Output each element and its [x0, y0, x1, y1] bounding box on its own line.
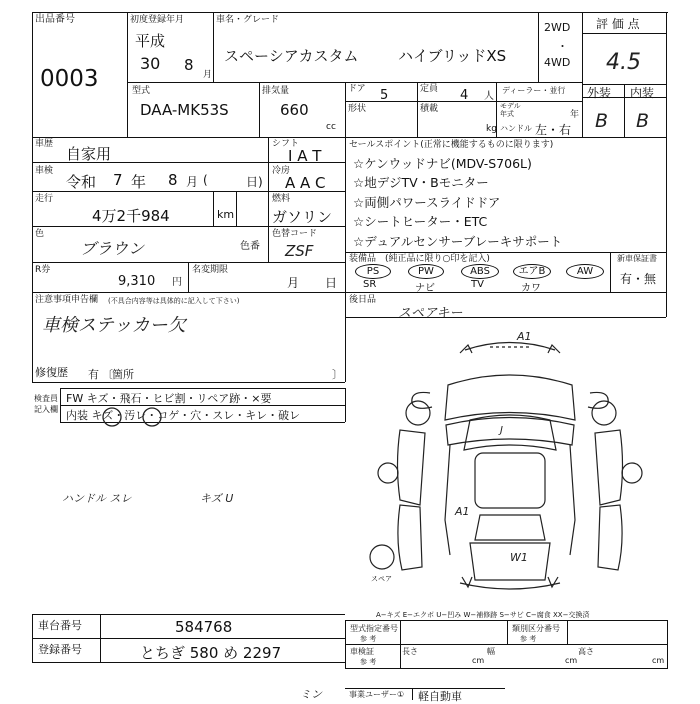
- name-change-month: 月: [287, 276, 300, 290]
- exterior-grade: B: [595, 110, 609, 132]
- check-label: 検査員記入欄: [34, 394, 58, 414]
- inspection-month: 8: [168, 171, 178, 189]
- registration-label: 登録番号: [38, 643, 82, 656]
- mileage-value: 4万2千984: [92, 207, 170, 225]
- class-no-ref: 参 考: [520, 635, 537, 643]
- displacement-unit: cc: [326, 122, 336, 132]
- inspection-month-unit: 月: [186, 175, 199, 189]
- shape-label: 形状: [348, 104, 367, 114]
- damage-mark: A1: [517, 330, 532, 343]
- color-code-label: 色替コード: [272, 229, 318, 239]
- damage-mark: J: [500, 425, 503, 436]
- check-row-interior: 内装 キズ・汚レ・コゲ・穴・スレ・キレ・破レ: [66, 409, 301, 422]
- equipment-ps: PS: [355, 264, 391, 279]
- dims-height: 高さ: [578, 647, 594, 656]
- mileage-unit: km: [217, 208, 235, 221]
- equipment-note: (純正品に限り○印を記入): [385, 254, 490, 264]
- car-grade: ハイブリッドXS: [398, 47, 507, 65]
- lot-label: 出品番号: [35, 14, 75, 25]
- inspection-day-open: (: [203, 173, 208, 187]
- car-name-label: 車名・グレード: [216, 15, 280, 25]
- score-value: 4.5: [606, 50, 641, 75]
- inspection-era: 令和: [66, 173, 97, 191]
- score-label: 評 価 点: [596, 17, 640, 31]
- color-code-value: ZSF: [285, 242, 314, 260]
- selling-point-item: ☆ケンウッドナビ(MDV-S706L): [353, 156, 532, 171]
- equipment-airbag: エアB: [513, 264, 551, 279]
- equipment-leather: カワ: [521, 283, 541, 294]
- notes-label: 注意事項申告欄: [35, 295, 99, 305]
- exterior-label: 外装: [587, 86, 612, 100]
- inspection-year: 7: [113, 171, 123, 189]
- inspection-day-close: 日): [246, 175, 263, 189]
- color-value: ブラウン: [80, 239, 145, 258]
- load-label: 積載: [420, 104, 439, 114]
- color-label: 色: [35, 229, 45, 239]
- inspector-sign: ミン: [300, 688, 322, 701]
- lot-number: 0003: [40, 66, 99, 92]
- recycle-value: 9,310: [118, 274, 156, 289]
- new-warranty-value: 有・無: [620, 272, 657, 286]
- equipment-navi: ナビ: [415, 283, 435, 294]
- aircon-value: A A C: [285, 174, 326, 192]
- type-no-ref: 参 考: [360, 635, 377, 643]
- recycle-unit: 円: [172, 277, 182, 288]
- first-reg-month: 8: [184, 56, 194, 74]
- check-circle-marks: [95, 404, 175, 430]
- dims-width: 幅: [487, 647, 495, 656]
- equipment-label: 装備品: [349, 254, 377, 264]
- capacity-value: 4: [460, 88, 469, 103]
- drive-dot: ・: [557, 40, 568, 53]
- inspection-year-unit: 年: [131, 173, 147, 191]
- selling-point-item: ☆デュアルセンサーブレーキサポート: [353, 234, 563, 249]
- model-year-label: モデル年式: [500, 102, 521, 118]
- equipment-aw: AW: [566, 264, 604, 279]
- class-no-label: 類別区分番号: [512, 624, 560, 633]
- dims-width-unit: cm: [565, 656, 578, 665]
- equipment-pw: PW: [408, 264, 444, 279]
- equipment-tv: TV: [471, 279, 484, 290]
- displacement-value: 660: [280, 101, 309, 119]
- shift-label: シフト: [272, 139, 300, 149]
- notes-note: (不具合内容等は具体的に記入して下さい): [108, 297, 240, 305]
- spare-label: スペア: [371, 575, 392, 583]
- fuel-label: 燃料: [272, 194, 291, 204]
- model-label: 型式: [132, 86, 151, 96]
- name-change-day: 日: [325, 276, 338, 290]
- handle-label: ハンドル: [500, 124, 532, 133]
- repair-bracket: 〔: [102, 368, 113, 381]
- handle-value: 左・右: [535, 123, 572, 137]
- dims-ref: 参 考: [360, 658, 377, 666]
- history-value: 自家用: [66, 145, 112, 163]
- type-no-label: 型式指定番号: [350, 624, 398, 633]
- remark-left: ハンドル スレ: [62, 492, 132, 505]
- first-reg-year: 30: [140, 54, 161, 73]
- model-value: DAA-MK53S: [140, 101, 229, 119]
- capacity-label: 定員: [420, 84, 439, 94]
- name-change-label: 名変期限: [192, 265, 229, 275]
- repair-label: 修復歴: [35, 366, 68, 379]
- equipment-abs: ABS: [461, 264, 499, 279]
- selling-point-item: ☆シートヒーター・ETC: [353, 214, 488, 229]
- repair-bracket-close: 〕: [332, 368, 343, 381]
- first-reg-month-unit: 月: [203, 70, 213, 80]
- fuel-value: ガソリン: [272, 208, 333, 226]
- doors-label: ドア: [348, 84, 366, 94]
- shift-value: I A T: [288, 147, 322, 165]
- damage-mark: W1: [510, 551, 528, 564]
- year-unit: 年: [570, 110, 580, 120]
- after-items-handwritten: スペアキー: [398, 306, 463, 321]
- inspection-label: 車検: [35, 166, 54, 176]
- capacity-unit: 人: [484, 91, 494, 102]
- interior-grade: B: [636, 110, 650, 132]
- dims-label: 車検証: [350, 647, 374, 656]
- mileage-label: 走行: [35, 194, 54, 204]
- first-reg-label: 初度登録年月: [130, 15, 185, 25]
- bottom-corner-value: 軽自動車: [418, 690, 462, 703]
- new-warranty-label: 新車保証書: [617, 254, 657, 263]
- equipment-sr: SR: [363, 279, 377, 290]
- selling-points-label: セールスポイント(正常に機能するものに限ります): [349, 140, 554, 150]
- chassis-value: 584768: [175, 618, 233, 636]
- car-name: スペーシアカスタム: [224, 47, 359, 65]
- color-no-label: 色番: [240, 241, 260, 252]
- check-row-exterior: FW キズ・飛石・ヒビ割・リペア跡・×要: [66, 392, 272, 405]
- bottom-corner-label: 事業ユーザー①: [349, 690, 405, 699]
- drive-4wd: 4WD: [544, 56, 571, 69]
- remark-right: キズ U: [200, 492, 234, 505]
- dealer-label: ディーラー・並行: [502, 86, 566, 95]
- aircon-label: 冷房: [272, 166, 291, 176]
- dims-length-unit: cm: [472, 656, 485, 665]
- first-reg-era: 平成: [135, 32, 166, 50]
- dims-length: 長さ: [402, 647, 418, 656]
- drive-2wd: 2WD: [544, 21, 571, 34]
- damage-legend: A−キズ E−エクボ U−凹み W−補修跡 S−サビ C−腐食 XX−交換済: [376, 611, 590, 619]
- registration-value: とちぎ 580 め 2297: [140, 644, 282, 662]
- notes-handwritten: 車検ステッカー欠: [42, 315, 186, 336]
- dims-height-unit: cm: [652, 656, 665, 665]
- selling-point-item: ☆両側パワースライドドア: [353, 195, 501, 210]
- repair-unit: 箇所: [112, 368, 134, 381]
- selling-point-item: ☆地デジTV・Bモニター: [353, 175, 489, 190]
- chassis-label: 車台番号: [38, 619, 82, 632]
- repair-value: 有: [88, 368, 99, 381]
- load-unit: kg: [486, 124, 497, 134]
- doors-value: 5: [380, 88, 389, 103]
- after-items-label: 後日品: [349, 295, 377, 305]
- damage-mark: A1: [455, 505, 470, 518]
- interior-label: 内装: [630, 86, 655, 100]
- history-label: 車歴: [35, 139, 54, 149]
- recycle-label: R券: [35, 265, 51, 275]
- displacement-label: 排気量: [262, 86, 290, 96]
